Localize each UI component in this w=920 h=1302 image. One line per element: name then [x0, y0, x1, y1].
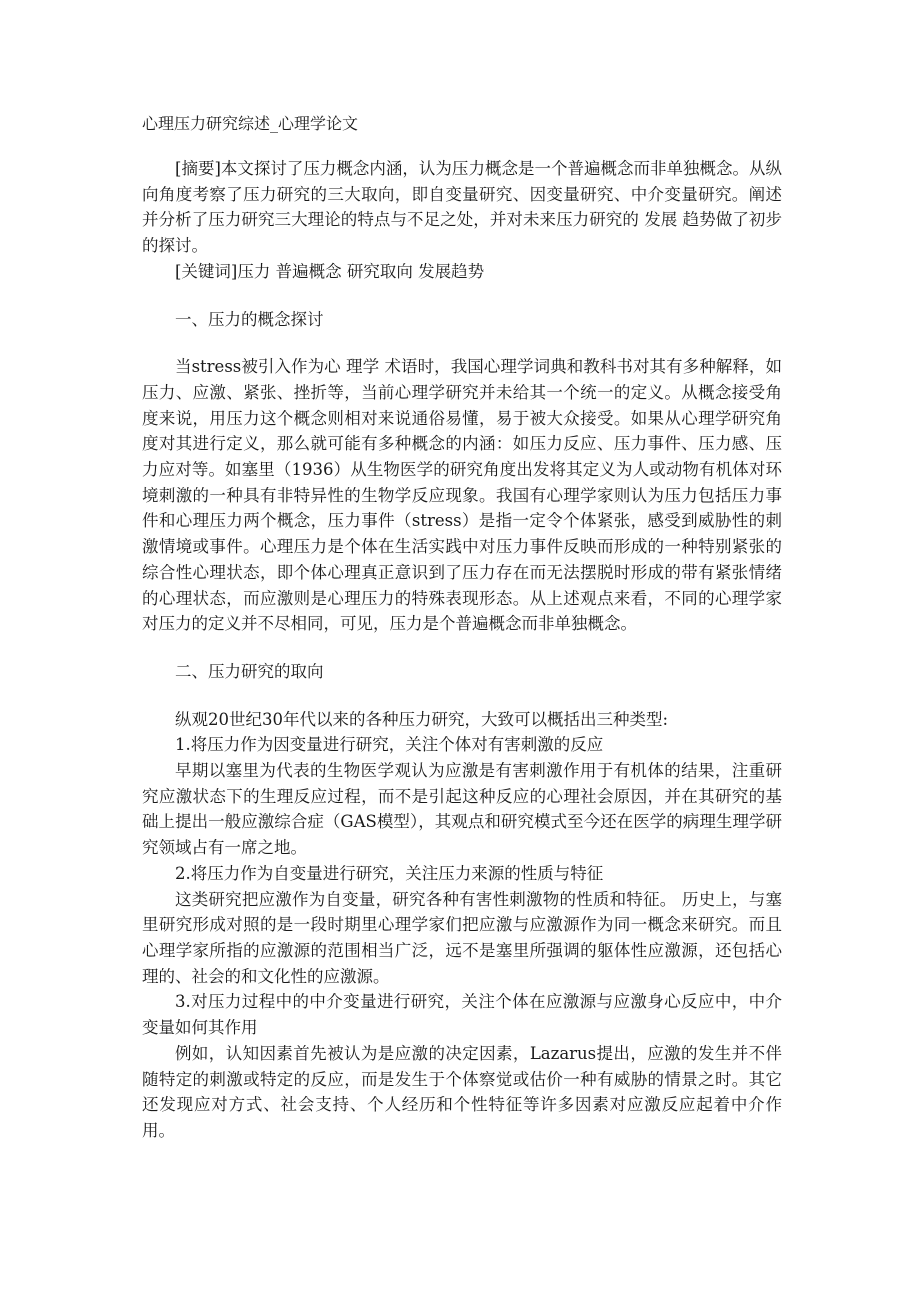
section1-heading: 一、压力的概念探讨	[175, 309, 324, 329]
document-title: 心理压力研究综述_心理学论文	[142, 114, 359, 133]
keywords-paragraph: [关键词]压力 普遍概念 研究取向 发展趋势	[175, 261, 485, 281]
spacer	[142, 685, 782, 707]
item2-title: 2.将压力作为自变量进行研究，关注压力来源的性质与特征	[175, 863, 604, 883]
document-page	[142, 112, 782, 1144]
section2-intro: 纵观20世纪30年代以来的各种压力研究，大致可以概括出三种类型:	[175, 709, 669, 729]
section1-body: 当stress被引入作为心 理学 术语时，我国心理学词典和教科书对其有多种解释，如压力、应激、紧张、挫折等，当前心理学研究并未给其一个统一的定义。从概念接受角度来说，用压力这个概念则相对来说通俗易懂，易于被大众接受。如果从心理学研究角度对其进行定义，那么就可能有多种概念的内涵：如压力反应、压力事件、压力感、压力应对等。如塞里（1936）从生物医学的研究角度出发将其定义为人或动物有机体对环境刺激的一种具有非特异性的生物学反应现象。我国有心理学家则认为压力包括压力事件和心理压力两个概念，压力事件（stress）是指一定令个体紧张，感受到威胁性的刺激情境或事件。心理压力是个体在生活实践中对压力事件反映而形成的一种特别紧张的综合性心理状态，即个体心理真正意识到了压力存在而无法摆脱时形成的带有紧张情绪的心理状态，而应激则是心理压力的特殊表现形态。从上述观点来看，不同的心理学家对压力的定义并不尽相同，可见，压力是个普遍概念而非单独概念。	[142, 357, 782, 634]
item1-title: 1.将压力作为因变量进行研究，关注个体对有害刺激的反应	[175, 735, 604, 755]
spacer	[142, 332, 782, 354]
spacer	[142, 285, 782, 307]
item2-body: 这类研究把应激作为自变量，研究各种有害性刺激物的性质和特征。 历史上，与塞里研究形成对照的是一段时期里心理学家们把应激与应激源作为同一概念来研究。而且心理学家所指的应激源的范围相当广泛，远不是塞里所强调的躯体性应激源，还包括心理的、社会的和文化性的应激源。	[142, 889, 782, 986]
item3-body: 例如，认知因素首先被认为是应激的决定因素，Lazarus提出，应激的发生并不伴随特定的刺激或特定的反应，而是发生于个体察觉或估价一种有威胁的情景之时。其它还发现应对方式、社会支持、个人经历和个性特征等许多因素对应激反应起着中介作用。	[142, 1043, 782, 1140]
abstract-paragraph: [摘要]本文探讨了压力概念内涵，认为压力概念是一个普遍概念而非单独概念。从纵向角度考察了压力研究的三大取向，即自变量研究、因变量研究、中介变量研究。阐述并分析了压力研究三大理论的特点与不足之处，并对未来压力研究的 发展 趋势做了初步的探讨。	[142, 159, 782, 256]
item3-title: 3.对压力过程中的中介变量进行研究，关注个体在应激源与应激身心反应中，中介变量如何其作用	[142, 992, 782, 1038]
spacer	[142, 637, 782, 659]
section2-heading: 二、压力研究的取向	[175, 661, 324, 681]
item1-body: 早期以塞里为代表的生物医学观认为应激是有害刺激作用于有机体的结果，注重研究应激状态下的生理反应过程，而不是引起这种反应的心理社会原因，并在其研究的基础上提出一般应激综合症（GAS模型），其观点和研究模式至今还在医学的病理生理学研究领域占有一席之地。	[142, 761, 782, 858]
